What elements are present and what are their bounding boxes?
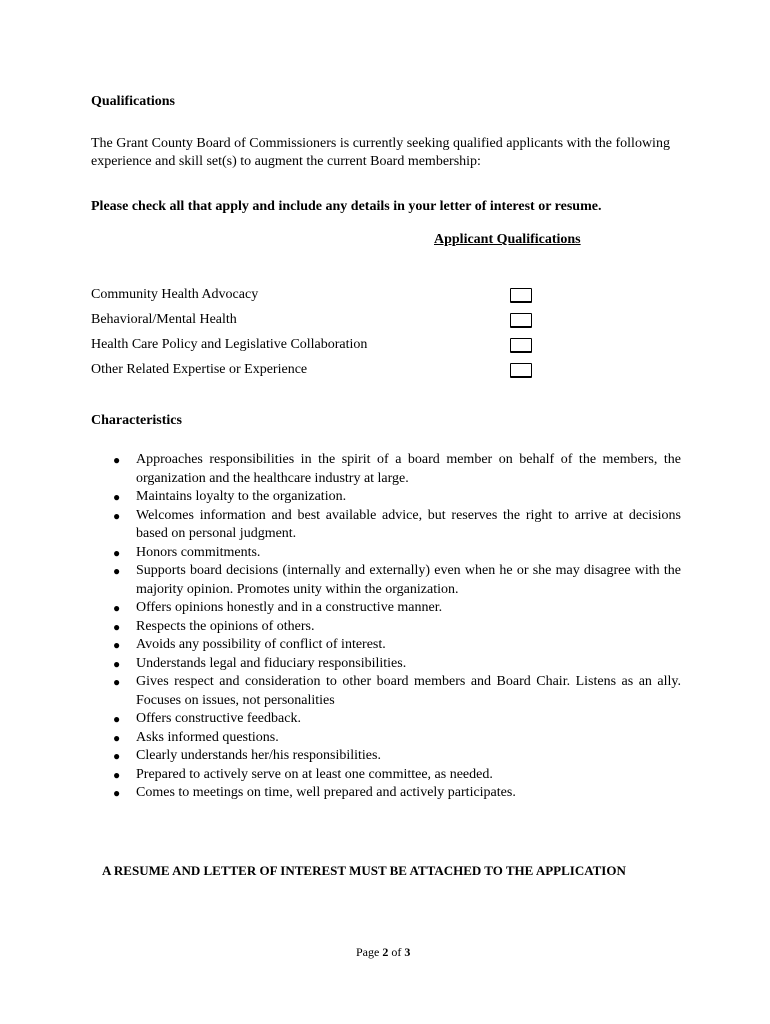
list-item-text: Respects the opinions of others. (136, 618, 315, 634)
bullet-icon: ● (113, 490, 121, 504)
bullet-icon: ● (113, 638, 121, 652)
qualification-checkbox[interactable] (510, 288, 532, 303)
list-item-text: Welcomes information and best available advice, but reserves the right to arrive at decisions based on personal judgment. (136, 507, 681, 541)
list-item-text: Maintains loyalty to the organization. (136, 489, 347, 504)
list-item (91, 729, 681, 748)
qualifications-heading: Qualifications (91, 94, 176, 109)
total-pages: 3 (404, 945, 411, 959)
list-item (91, 655, 681, 674)
list-item (91, 766, 681, 785)
qualification-row (91, 362, 541, 382)
of-word: of (391, 945, 402, 959)
qualification-checkbox[interactable] (510, 338, 532, 353)
list-item-text: Understands legal and fiduciary responsibilities. (136, 655, 407, 671)
list-item (91, 451, 681, 488)
bullet-icon: ● (113, 619, 121, 634)
list-item-text: Honors commitments. (136, 544, 261, 560)
current-page: 2 (382, 945, 389, 959)
bullet-icon: ● (113, 601, 121, 615)
list-item-text: Comes to meetings on time, well prepared and actively participates. (136, 785, 516, 800)
bullet-icon: ● (113, 453, 121, 467)
bullet-icon: ● (113, 786, 121, 800)
qualification-label: Other Related Expertise or Experience (91, 362, 308, 377)
qualification-row (91, 312, 541, 332)
list-item-text: Supports board decisions (internally and externally) even when he or she may disagree with the majority opinion. Promotes unity within the organization. (136, 563, 681, 597)
list-item (91, 544, 681, 563)
list-item-text: Clearly understands her/his responsibilities. (136, 748, 381, 763)
attachment-notice: A RESUME AND LETTER OF INTEREST MUST BE ATTACHED TO THE APPLICATION (102, 863, 626, 878)
list-item (91, 673, 681, 710)
list-item (91, 507, 681, 544)
list-item (91, 784, 681, 803)
qualification-row (91, 337, 541, 357)
list-item-text: Approaches responsibilities in the spirit of a board member on behalf of the members, the organization and the healthcare industry at large. (136, 452, 681, 486)
list-item (91, 710, 681, 729)
list-item-text: Gives respect and consideration to other board members and Board Chair. Listens as an ally. Focuses on issues, not personalities (136, 674, 681, 708)
qualification-checkbox[interactable] (510, 313, 532, 328)
list-item (91, 747, 681, 766)
bullet-icon: ● (113, 675, 121, 689)
qualification-label: Behavioral/Mental Health (91, 312, 237, 327)
list-item-text: Avoids any possibility of conflict of interest. (136, 637, 386, 652)
bullet-icon: ● (113, 508, 121, 523)
instruction-text: Please check all that apply and include any details in your letter of interest or resume. (91, 199, 602, 214)
characteristics-heading: Characteristics (91, 413, 182, 428)
characteristics-list (91, 451, 681, 803)
bullet-icon: ● (113, 767, 121, 782)
list-item (91, 488, 681, 507)
bullet-icon: ● (113, 712, 121, 726)
list-item-text: Prepared to actively serve on at least one committee, as needed. (136, 766, 493, 782)
list-item-text: Offers constructive feedback. (136, 711, 301, 726)
qualification-checkbox[interactable] (510, 363, 532, 378)
bullet-icon: ● (113, 545, 121, 560)
qualification-row (91, 287, 541, 307)
page-number (356, 945, 410, 960)
bullet-icon: ● (113, 656, 121, 671)
list-item (91, 599, 681, 618)
bullet-icon: ● (113, 730, 121, 745)
qualification-label: Community Health Advocacy (91, 287, 259, 302)
list-item (91, 636, 681, 655)
list-item (91, 618, 681, 637)
bullet-icon: ● (113, 564, 121, 578)
list-item-text: Asks informed questions. (136, 729, 279, 745)
bullet-icon: ● (113, 749, 121, 763)
applicant-qualifications-header: Applicant Qualifications (434, 232, 581, 247)
list-item (91, 562, 681, 599)
intro-paragraph: The Grant County Board of Commissioners is currently seeking qualified applicants with the following experience and skill set(s) to augment the current Board membership: (91, 136, 670, 169)
qualification-label: Health Care Policy and Legislative Collaboration (91, 337, 368, 352)
list-item-text: Offers opinions honestly and in a constructive manner. (136, 600, 443, 615)
page-word: Page (356, 945, 380, 959)
